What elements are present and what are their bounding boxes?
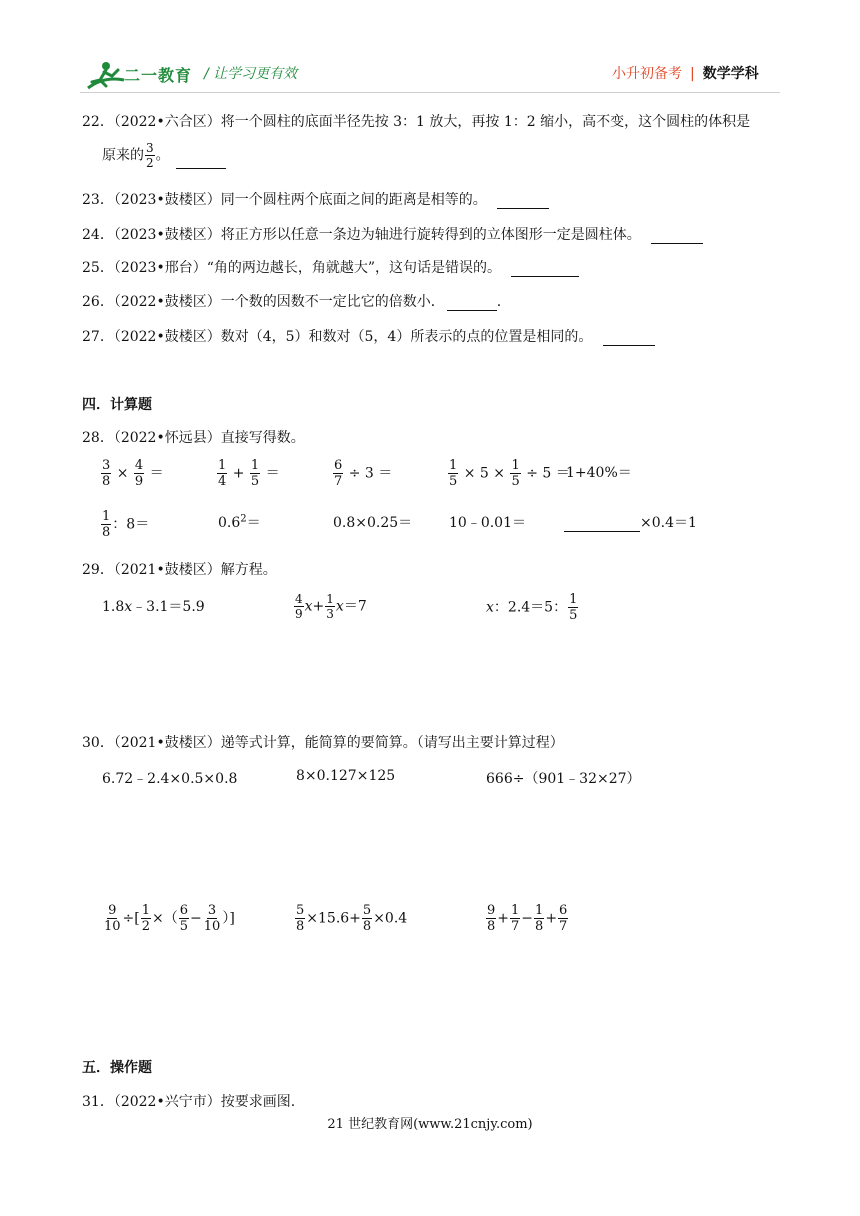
frac-den: 5 xyxy=(250,474,260,489)
question-25 xyxy=(82,257,579,277)
question-27 xyxy=(82,326,655,346)
frac-den: 5 xyxy=(449,474,458,489)
q29-equation-2 xyxy=(293,593,367,620)
q28-item-8: 0.8×0.25＝ xyxy=(333,515,413,531)
operator: − xyxy=(521,910,534,927)
q28-item-1 xyxy=(100,459,164,488)
frac-den: 8 xyxy=(487,919,496,934)
question-29: 29．（2021•鼓楼区）解方程。 xyxy=(82,562,277,578)
fraction xyxy=(250,459,260,488)
fraction xyxy=(558,904,568,933)
frac-num: 1 xyxy=(141,903,151,918)
frac-num: 1 xyxy=(449,458,458,473)
operator: + xyxy=(312,598,325,615)
q22-frac-den: 2 xyxy=(146,156,154,170)
header-separator: | xyxy=(690,66,695,82)
expression-mid: × 5 × xyxy=(463,465,506,482)
frac-den: 3 xyxy=(326,607,334,621)
fraction xyxy=(295,904,305,933)
expression-rest: ×0.4＝1 xyxy=(640,515,697,531)
frac-num: 1 xyxy=(326,592,334,606)
variable: x xyxy=(486,599,494,616)
frac-den: 10 xyxy=(203,919,221,934)
expression-part: ×15.6+ xyxy=(306,910,361,927)
fraction xyxy=(179,904,189,933)
fraction xyxy=(217,459,227,488)
question-23-text: 23．（2023•鼓楼区）同一个圆柱两个底面之间的距离是相等的。 xyxy=(82,192,487,208)
fraction xyxy=(486,904,496,933)
question-23 xyxy=(82,189,549,209)
frac-num: 1 xyxy=(102,509,111,524)
frac-num: 1 xyxy=(511,903,520,918)
expression-part: ×0.4 xyxy=(373,910,408,927)
answer-blank[interactable] xyxy=(497,195,549,209)
answer-blank[interactable] xyxy=(564,518,640,532)
fraction xyxy=(510,904,520,933)
frac-num: 6 xyxy=(334,458,343,473)
expression-rest: ：8＝ xyxy=(112,516,150,533)
header-subject: 数学学科 xyxy=(702,66,759,82)
frac-num: 1 xyxy=(535,903,544,918)
variable: x xyxy=(335,598,344,615)
question-24-text: 24．（2023•鼓楼区）将正方形以任意一条边为轴进行旋转得到的立体图形一定是圆柱体。 xyxy=(82,227,641,243)
frac-den: 8 xyxy=(296,919,305,934)
fraction xyxy=(362,904,372,933)
expression-part: ）] xyxy=(222,910,235,927)
frac-num: 6 xyxy=(179,903,189,918)
expression-rest: ÷ 3 ＝ xyxy=(348,465,393,482)
fraction xyxy=(534,904,544,933)
frac-num: 5 xyxy=(296,903,305,918)
question-28: 28．（2022•怀远县）直接写得数。 xyxy=(82,430,305,446)
frac-den: 4 xyxy=(218,474,227,489)
frac-num: 9 xyxy=(487,903,496,918)
q22-suffix: 。 xyxy=(155,147,170,164)
q22-fraction xyxy=(145,142,155,169)
section-4-title: 四．计算题 xyxy=(82,397,152,413)
frac-den: 5 xyxy=(569,608,578,623)
variable: x xyxy=(304,598,313,615)
q30-calc-3: 666÷（901﹣32×27） xyxy=(486,771,641,787)
fraction xyxy=(448,459,458,488)
frac-num: 4 xyxy=(134,458,144,473)
q28-item-7 xyxy=(218,512,261,532)
frac-den: 2 xyxy=(141,919,151,934)
frac-num: 3 xyxy=(102,458,111,473)
q28-item-6 xyxy=(100,510,149,539)
q28-item-10 xyxy=(564,512,697,532)
header-right xyxy=(612,63,759,83)
question-22-line2 xyxy=(102,142,226,169)
frac-den: 9 xyxy=(295,607,303,621)
question-26-end: . xyxy=(496,294,502,310)
header-category: 小升初备考 xyxy=(612,66,682,82)
frac-den: 9 xyxy=(134,474,144,489)
frac-num: 9 xyxy=(108,903,117,918)
q29-equation-1 xyxy=(102,596,205,616)
fraction xyxy=(103,904,122,933)
fraction xyxy=(510,459,520,488)
answer-blank[interactable] xyxy=(176,155,226,169)
frac-den: 7 xyxy=(559,919,568,934)
frac-num: 1 xyxy=(250,458,260,473)
frac-num: 6 xyxy=(559,903,568,918)
frac-den: 8 xyxy=(535,919,544,934)
base: 0.6 xyxy=(218,515,241,531)
question-22-line1: 22．（2022•六合区）将一个圆柱的底面半径先按 3：1 放大，再按 1：2 缩小，高不变，这个圆柱的体积是 xyxy=(82,114,751,130)
frac-num: 1 xyxy=(218,458,227,473)
expression-rest: ＝7 xyxy=(343,598,367,615)
expression-part: ÷[ xyxy=(122,910,140,927)
answer-blank[interactable] xyxy=(651,230,703,244)
fraction xyxy=(203,904,222,933)
frac-den: 5 xyxy=(179,919,189,934)
frac-num: 3 xyxy=(207,903,217,918)
section-5-title: 五．操作题 xyxy=(82,1060,152,1076)
question-25-text: 25．（2023•邢台）“角的两边越长，角就越大”，这句话是错误的。 xyxy=(82,260,502,276)
frac-den: 7 xyxy=(511,919,520,934)
coefficient: 1.8 xyxy=(102,599,125,615)
operator: × xyxy=(116,465,129,482)
header-divider xyxy=(80,92,780,93)
question-31: 31．（2022•兴宁市）按要求画图. xyxy=(82,1094,296,1110)
operator: + xyxy=(232,465,245,482)
q22-frac-num: 3 xyxy=(146,141,154,155)
fraction xyxy=(101,459,111,488)
frac-den: 7 xyxy=(334,474,343,489)
q30-calc-1: 6.72﹣2.4×0.5×0.8 xyxy=(102,771,238,787)
q28-item-9: 10﹣0.01＝ xyxy=(449,515,526,531)
fraction xyxy=(568,593,578,622)
q30-calc-6 xyxy=(485,904,569,933)
question-26-text: 26．（2022•鼓楼区）一个数的因数不一定比它的倍数小． xyxy=(82,294,445,310)
fraction xyxy=(141,904,151,933)
equals: ＝ xyxy=(246,515,261,531)
frac-num: 4 xyxy=(295,592,303,606)
question-24 xyxy=(82,224,703,244)
q30-calc-2: 8×0.127×125 xyxy=(296,768,396,784)
slogan: / 让学习更有效 xyxy=(204,66,298,82)
q28-item-4 xyxy=(447,459,570,488)
answer-blank[interactable] xyxy=(603,332,655,346)
exponent: 2 xyxy=(240,513,247,525)
fraction xyxy=(294,593,304,620)
frac-den: 8 xyxy=(362,919,372,934)
question-27-text: 27．（2022•鼓楼区）数对（4，5）和数对（5，4）所表示的点的位置是相同的。 xyxy=(82,329,593,345)
expression-mid: ：2.4＝5： xyxy=(493,599,568,616)
frac-den: 5 xyxy=(511,474,520,489)
frac-num: 1 xyxy=(511,458,520,473)
operator: + xyxy=(497,910,510,927)
equals: ＝ xyxy=(265,465,280,482)
frac-den: 8 xyxy=(102,525,111,540)
q22-prefix: 原来的 xyxy=(102,147,144,164)
expression-part: ×（ xyxy=(152,910,178,927)
page-footer: 21 世纪教育网(www.21cnjy.com) xyxy=(327,1117,533,1132)
q28-item-5: 1+40%＝ xyxy=(566,465,632,481)
q29-equation-3 xyxy=(486,593,579,622)
answer-blank[interactable] xyxy=(447,297,497,311)
fraction xyxy=(134,459,144,488)
fraction xyxy=(333,459,343,488)
frac-den: 8 xyxy=(102,474,111,489)
operator: + xyxy=(545,910,558,927)
q30-calc-5 xyxy=(294,904,407,933)
frac-num: 5 xyxy=(362,903,372,918)
expression-part: − xyxy=(190,910,202,927)
expression-rest: ÷ 5 ＝ xyxy=(526,465,570,482)
equals: ＝ xyxy=(149,465,164,482)
frac-den: 10 xyxy=(104,919,121,934)
fraction xyxy=(325,593,335,620)
logo-text: 二一教育 xyxy=(124,66,193,85)
expression-rest: ﹣3.1＝5.9 xyxy=(132,599,205,615)
question-30: 30．（2021•鼓楼区）递等式计算，能简算的要简算。（请写出主要计算过程） xyxy=(82,735,564,751)
q28-item-2 xyxy=(216,459,280,488)
frac-num: 1 xyxy=(569,592,578,607)
fraction xyxy=(101,510,111,539)
answer-blank[interactable] xyxy=(511,263,579,277)
q30-calc-4 xyxy=(102,904,235,933)
variable: x xyxy=(124,599,133,615)
question-26 xyxy=(82,291,501,311)
q28-item-3 xyxy=(332,459,392,488)
